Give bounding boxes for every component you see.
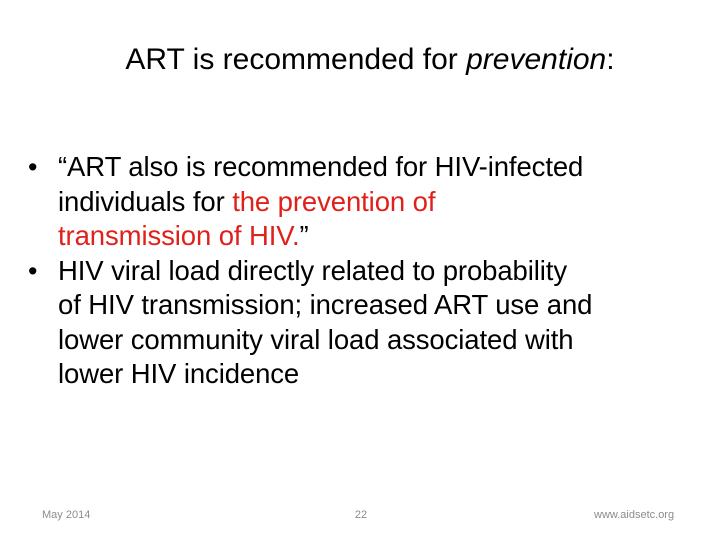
title-emphasis-text: prevention bbox=[466, 43, 607, 76]
title-main-text: ART is recommended for bbox=[125, 43, 467, 76]
bullet-list bbox=[28, 150, 708, 392]
footer-page-number: 22 bbox=[354, 509, 368, 521]
bullet-2-line-4: lower HIV incidence bbox=[58, 358, 300, 389]
bullet-1-highlight-1: the prevention of bbox=[232, 185, 436, 217]
bullet-marker-icon: • bbox=[28, 152, 38, 182]
bullet-1-line-3-suffix: ” bbox=[299, 220, 309, 251]
slide-title bbox=[0, 40, 720, 80]
bullet-1-highlight-2: transmission of HIV. bbox=[58, 220, 300, 251]
bullet-2-line-2: of HIV transmission; increased ART use and bbox=[58, 289, 593, 320]
title-suffix-text: : bbox=[606, 43, 615, 76]
bullet-1-line-1: “ART also is recommended for HIV-infected bbox=[58, 151, 584, 182]
bullet-item-art-recommended bbox=[28, 150, 708, 254]
bullet-2-line-3: lower community viral load associated with bbox=[58, 323, 574, 355]
footer-date: May 2014 bbox=[42, 509, 91, 521]
bullet-1-line-3 bbox=[58, 219, 708, 254]
bullet-item-viral-load bbox=[28, 254, 708, 392]
bullet-marker-icon: • bbox=[28, 255, 38, 286]
bullet-2-line-1: HIV viral load directly related to probability bbox=[58, 254, 567, 286]
bullet-1-line-2-prefix: individuals for bbox=[58, 185, 233, 217]
bullet-1-line-2 bbox=[58, 185, 708, 220]
footer-url: www.aidsetc.org bbox=[594, 509, 675, 521]
